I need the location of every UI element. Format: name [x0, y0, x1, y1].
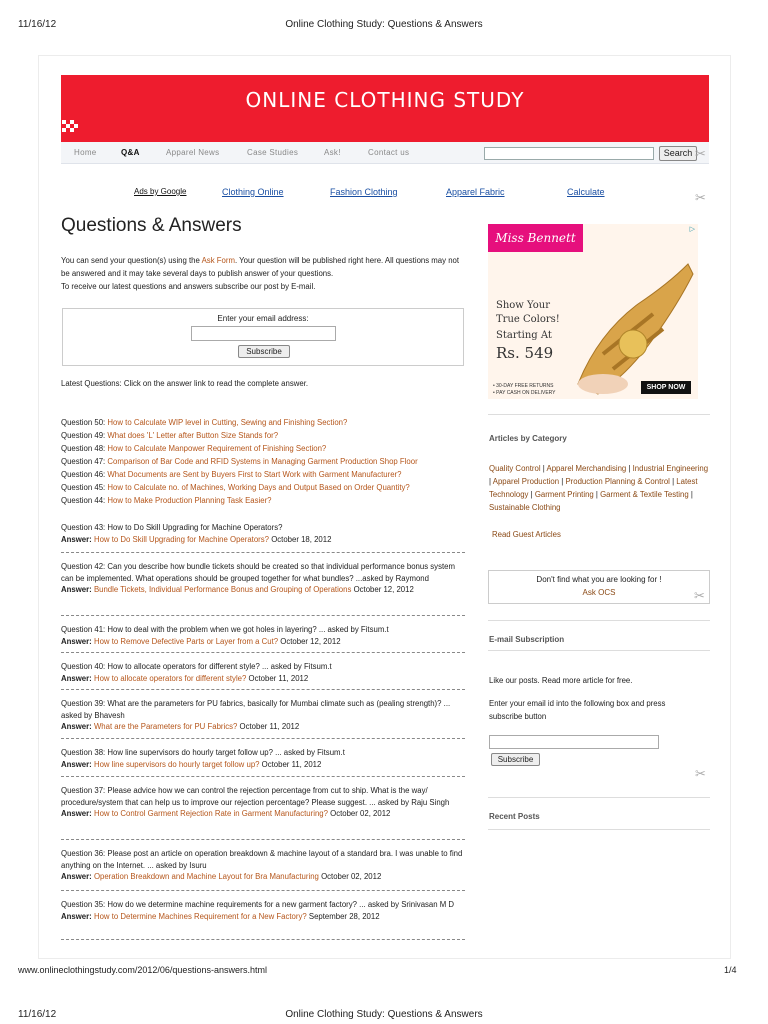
divider	[61, 839, 465, 840]
nav-item-q-a[interactable]: Q&A	[121, 148, 140, 157]
ad-line: Show Your	[496, 300, 551, 311]
question-number: Question 45:	[61, 483, 106, 492]
subscribe-button[interactable]: Subscribe	[238, 345, 290, 358]
divider	[488, 797, 710, 798]
question-number: Question 46:	[61, 470, 106, 479]
ad-link-apparel-fabric[interactable]: Apparel Fabric	[446, 187, 505, 197]
category-link[interactable]: Sustainable Clothing	[489, 503, 561, 512]
list-item	[61, 418, 347, 427]
separator: |	[489, 477, 493, 486]
shop-now-button[interactable]: SHOP NOW	[641, 381, 691, 394]
question-link[interactable]: How to Make Production Planning Task Easier?	[107, 496, 272, 505]
ad-link-clothing-online[interactable]: Clothing Online	[222, 187, 284, 197]
separator: |	[528, 490, 535, 499]
ad-link-fashion-clothing[interactable]: Fashion Clothing	[330, 187, 398, 197]
divider	[488, 650, 710, 651]
answer-label: Answer:	[61, 759, 92, 769]
ask-box-text: Don't find what you are looking for !	[536, 575, 662, 584]
separator: |	[688, 490, 693, 499]
tools-icon[interactable]: ✂	[695, 190, 706, 205]
email-text: Like our posts. Read more article for free.	[489, 676, 633, 685]
categories-heading: Articles by Category	[489, 434, 567, 443]
ad-line: Starting At	[496, 330, 552, 341]
answer-label: Answer:	[61, 636, 92, 646]
tools-icon[interactable]: ✂	[695, 766, 706, 781]
list-item	[61, 483, 410, 492]
category-link[interactable]: Industrial Engineering	[632, 464, 709, 473]
ask-ocs-link[interactable]: Ask OCS	[582, 588, 616, 597]
answer-label: Answer:	[61, 722, 92, 731]
qa-item	[61, 785, 465, 820]
divider	[488, 414, 710, 415]
separator: |	[559, 477, 566, 486]
ad-brand: Miss Bennett	[488, 224, 583, 252]
nav-item-home[interactable]: Home	[74, 148, 97, 157]
nav-item-case-studies[interactable]: Case Studies	[247, 148, 299, 157]
question-text: Question 39: What are the parameters for PU fabrics, basically for Mumbai climate such as (pealing strength)? ... asked by Bhavesh	[61, 699, 451, 720]
email-subscribe-box	[62, 308, 464, 366]
divider	[61, 615, 465, 616]
qa-item	[61, 747, 465, 770]
question-text: Question 42: Can you describe how bundle tickets should be created so that individual performance bonus system can be implemented. What operations should be grouped together for what bundles? ...asked by Raymond	[61, 562, 455, 583]
question-link[interactable]: How to Calculate WIP level in Cutting, Sewing and Finishing Section?	[107, 418, 348, 427]
tools-icon[interactable]: ✂	[694, 588, 705, 603]
adchoices-icon[interactable]: ▷	[689, 226, 695, 233]
answer-date: October 02, 2012	[330, 809, 391, 818]
qa-item	[61, 561, 465, 596]
qa-item	[61, 698, 465, 733]
print-date: 11/16/12	[18, 19, 57, 30]
nav-item-apparel-news[interactable]: Apparel News	[166, 148, 220, 157]
category-link[interactable]: Quality Control	[489, 464, 541, 473]
ad-fine-print: • 30-DAY FREE RETURNS	[493, 383, 554, 389]
print-title: Online Clothing Study: Questions & Answers	[285, 1009, 483, 1020]
answer-link[interactable]: Bundle Tickets, Individual Performance Bonus and Grouping of Operations	[93, 585, 352, 594]
question-link[interactable]: Comparison of Bar Code and RFID Systems in Managing Garment Production Shop Floor	[107, 457, 418, 466]
divider	[61, 738, 465, 739]
category-link[interactable]: Apparel Merchandising	[546, 464, 627, 473]
divider	[61, 890, 465, 891]
answer-label: Answer:	[61, 673, 92, 683]
answer-date: October 11, 2012	[239, 722, 300, 731]
latest-questions-intro: Latest Questions: Click on the answer link to read the complete answer.	[61, 379, 309, 388]
ask-form-link[interactable]: Ask Form	[201, 256, 235, 265]
question-text: Question 35: How do we determine machine requirements for a new garment factory? ... asked by Srinivasan M D	[61, 900, 455, 909]
answer-link[interactable]: What are the Parameters for PU Fabrics?	[93, 722, 238, 731]
answer-label: Answer:	[61, 585, 92, 594]
recent-posts-heading: Recent Posts	[489, 812, 540, 821]
divider	[61, 652, 465, 653]
page-title: Questions & Answers	[61, 215, 242, 236]
question-number: Question 50:	[61, 418, 106, 427]
divider	[61, 552, 465, 553]
answer-label: Answer:	[61, 911, 92, 921]
ad-price: Rs. 549	[496, 344, 554, 362]
answer-link[interactable]: How to allocate operators for different style?	[93, 673, 247, 683]
intro-paragraph	[61, 254, 465, 293]
separator: |	[593, 490, 601, 499]
answer-link[interactable]: Operation Breakdown and Machine Layout for Bra Manufacturing	[93, 872, 319, 881]
search-input[interactable]	[484, 147, 654, 160]
question-number: Question 48:	[61, 444, 106, 453]
intro-text: To receive our latest questions and answers subscribe our post by E-mail.	[61, 282, 316, 291]
answer-date: October 12, 2012	[353, 585, 414, 594]
ads-by-google-label[interactable]: Ads by Google	[134, 187, 187, 196]
list-item	[61, 496, 272, 505]
sidebar-subscribe-button[interactable]: Subscribe	[491, 753, 540, 766]
ask-box	[488, 570, 710, 604]
ad-link-calculate[interactable]: Calculate	[567, 187, 605, 197]
question-link[interactable]: How to Calculate no. of Machines, Working Days and Output Based on Order Quantity?	[107, 483, 410, 492]
sidebar-ad[interactable]	[488, 224, 698, 399]
tools-icon[interactable]: ✂	[695, 146, 706, 161]
ad-fine-print: • PAY CASH ON DELIVERY	[493, 390, 556, 396]
nav-item-ask[interactable]: Ask!	[324, 148, 341, 157]
category-link[interactable]: Latest Technology	[489, 477, 698, 499]
answer-link[interactable]: How to Determine Machines Requirement for a New Factory?	[93, 911, 307, 921]
category-link[interactable]: Production Planning & Control	[565, 477, 670, 486]
answer-link[interactable]: How to Control Garment Rejection Rate in Garment Manufacturing?	[93, 809, 328, 818]
question-text: Question 40: How to allocate operators for different style? ... asked by Fitsum.t	[61, 662, 332, 671]
guest-articles-link[interactable]: Read Guest Articles	[492, 530, 561, 539]
separator: |	[626, 464, 633, 473]
email-subscription-heading: E-mail Subscription	[489, 635, 565, 644]
qa-item	[61, 848, 465, 883]
intro-text: You can send your question(s) using the	[61, 256, 202, 265]
sandal-icon	[558, 244, 698, 399]
question-number: Question 47:	[61, 457, 106, 466]
list-item	[61, 470, 401, 479]
divider	[61, 939, 465, 940]
list-item	[61, 457, 418, 466]
checker-logo-icon	[62, 120, 78, 136]
question-text: Question 41: How to deal with the problem when we got holes in layering? ... asked by Fitsum.t	[61, 625, 389, 634]
answer-link[interactable]: How to Remove Defective Parts or Layer from a Cut?	[93, 636, 279, 646]
answer-date: October 18, 2012	[271, 534, 332, 544]
qa-item	[61, 624, 465, 647]
email-field[interactable]	[191, 326, 336, 341]
site-banner[interactable]	[61, 75, 709, 142]
print-date: 11/16/12	[18, 1009, 57, 1020]
category-link[interactable]: Garment Printing	[534, 490, 594, 499]
ad-line: True Colors!	[496, 314, 560, 325]
answer-date: September 28, 2012	[308, 911, 380, 921]
separator: |	[669, 477, 677, 486]
answer-label: Answer:	[61, 872, 92, 881]
answer-date: October 02, 2012	[321, 872, 382, 881]
sidebar-email-field[interactable]	[489, 735, 659, 749]
question-text: Question 37: Please advice how we can control the rejection percentage from cut to ship. What is the way/ procedure/system that can help us to improve our rejection percentage? Please suggest. ... asked by Raju Singh	[61, 786, 450, 807]
divider	[61, 776, 465, 777]
question-number: Question 44:	[61, 496, 106, 505]
list-item	[61, 431, 278, 440]
divider	[488, 620, 710, 621]
email-label: Enter your email address:	[217, 314, 309, 323]
answer-date: October 11, 2012	[248, 673, 309, 683]
answer-label: Answer:	[61, 534, 92, 544]
question-link[interactable]: How to Calculate Manpower Requirement of Finishing Section?	[107, 444, 327, 453]
answer-link[interactable]: How to Do Skill Upgrading for Machine Operators?	[93, 534, 270, 544]
qa-item	[61, 661, 465, 684]
question-number: Question 49:	[61, 431, 106, 440]
answer-link[interactable]: How line supervisors do hourly target follow up?	[93, 759, 260, 769]
question-link[interactable]: What does 'L' Letter after Button Size Stands for?	[107, 431, 279, 440]
divider	[488, 829, 710, 830]
qa-item	[61, 899, 465, 922]
category-link[interactable]: Apparel Production	[492, 477, 560, 486]
qa-item	[61, 522, 465, 545]
search-button[interactable]: Search	[659, 146, 697, 161]
print-url: www.onlineclothingstudy.com/2012/06/questions-answers.html	[18, 965, 267, 975]
category-link[interactable]: Garment & Textile Testing	[600, 490, 689, 499]
site-title: ONLINE CLOTHING STUDY	[245, 88, 525, 112]
separator: |	[540, 464, 547, 473]
answer-date: October 11, 2012	[261, 759, 322, 769]
question-text: Question 43: How to Do Skill Upgrading for Machine Operators?	[61, 523, 283, 532]
list-item	[61, 444, 326, 453]
answer-label: Answer:	[61, 809, 92, 818]
question-text: Question 38: How line supervisors do hourly target follow up? ... asked by Fitsum.t	[61, 748, 345, 757]
print-page-number: 1/4	[724, 965, 737, 975]
category-list	[489, 462, 709, 514]
print-title: Online Clothing Study: Questions & Answers	[285, 19, 483, 30]
question-text: Question 36: Please post an article on operation breakdown & machine layout of a standard bra. I was unable to find anything on the Internet. ... asked by Isuru	[61, 849, 463, 870]
nav-item-contact-us[interactable]: Contact us	[368, 148, 410, 157]
question-link[interactable]: What Documents are Sent by Buyers First to Start Work with Garment Manufacturer?	[107, 470, 402, 479]
email-text: Enter your email id into the following box and press subscribe button	[489, 699, 666, 721]
intro-text: . Your question will be published right here. All questions may not be answered and it may take several days to publish answer of your questions.	[61, 256, 460, 278]
divider	[61, 689, 465, 690]
answer-date: October 12, 2012	[280, 636, 341, 646]
